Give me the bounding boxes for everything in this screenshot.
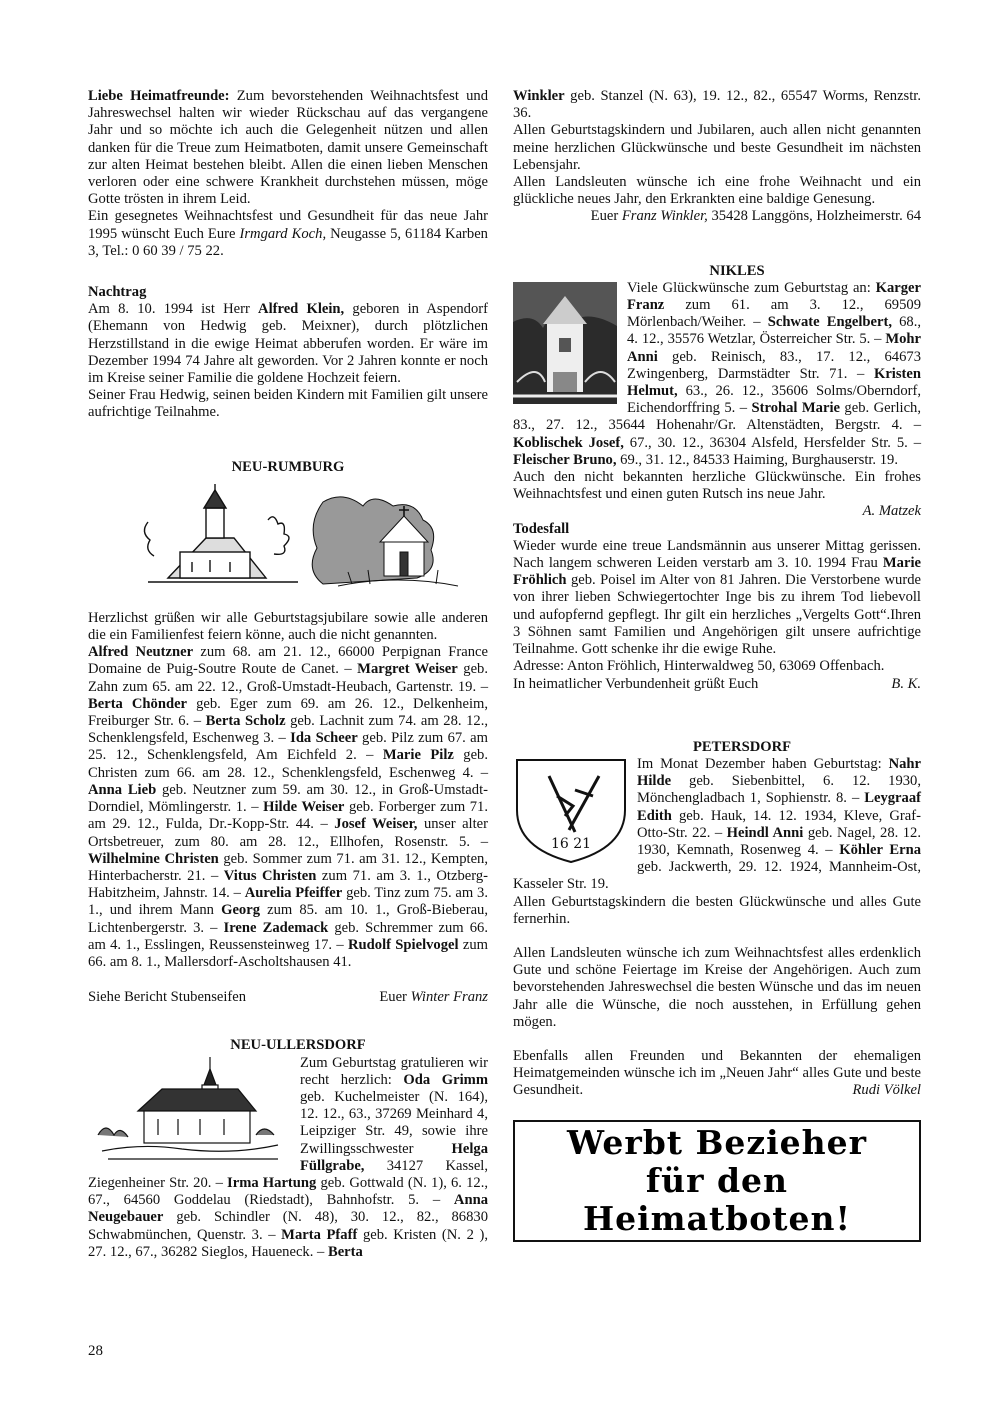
continuation-text: geb. Stanzel (N. 63), 19. 12., 82., 65547 Worms, Renzstr. 36. (513, 88, 921, 122)
greeting-address: Neugasse 5, 61184 Karben 3, Tel.: 0 60 39 / 75 22. (88, 225, 488, 259)
birthday-details: geb. Gerlich, 83., 27. 12., 35644 Hohenahr/Gr. Altenstädten, Bergstr. 4. – (513, 400, 921, 434)
birthday-details: geb. Eger zum 69. am 26. 12., Delkenheim, Freiburger Str. 6. – (88, 695, 488, 730)
page-number: 28 (88, 1343, 103, 1359)
petersdorf-closing: Allen Geburtstagskindern die besten Glückwünsche und alles Gute fernerhin. (513, 893, 921, 927)
birthday-name: Fleischer Bruno, (513, 451, 617, 468)
birthday-details: geb. Siebenbittel, 6. 12. 1930, Mönchengladbach 1, Sophienstr. 8. – (637, 773, 921, 807)
birthday-name: Helga Füllgrabe, (300, 1140, 488, 1174)
neu-ullersdorf-church-illustration (88, 1055, 288, 1165)
see-report-note: Siehe Bericht Stubenseifen (88, 989, 247, 1006)
birthday-name: Schwate Engelbert, (767, 314, 892, 331)
nikles-signature: A. Matzek (862, 503, 921, 520)
birthday-details: geb. Zahn zum 65. am 22. 12., Groß-Umstadt-Heubach, Gartenstr. 19. – (88, 661, 488, 695)
todesfall-address: Adresse: Anton Fröhlich, Hinterwaldweg 50, 63069 Offenbach. (513, 658, 885, 675)
birthday-details: geb. Sommer zum 71. am 31. 12., Kempten, Hinterbacherstr. 21. – (88, 850, 488, 884)
birthday-name: Strohal Marie (751, 400, 840, 417)
birthday-name: Marta Pfaff (281, 1226, 358, 1243)
crest-year: 16 21 (550, 835, 592, 852)
todesfall-heading: Todesfall (513, 520, 570, 537)
birthday-name: Oda Grimm (403, 1071, 488, 1088)
neu-ullersdorf-heading: NEU-ULLERSDORF (230, 1037, 366, 1054)
todesfall-footer (513, 676, 921, 693)
birthday-name: Irma Hartung (227, 1174, 317, 1191)
birthday-name: Berta Chönder (88, 695, 188, 712)
birthday-details: geb. Kristen (N. 2 ), 27. 12., 67., 36282 Sieglos, Haueneck. – (88, 1226, 489, 1260)
birthday-name: Alfred Neutzner (88, 644, 194, 661)
birthday-details: 69., 31. 12., 84533 Haiming, Burghauserstr. 19. (616, 451, 898, 468)
birthday-details: geb. Schremmer zum 66. am 4. 1., Esslingen, Reussensteinweg 17. – (88, 919, 488, 953)
petersdorf-intro: Im Monat Dezember haben Geburtstag: (637, 755, 889, 772)
ad-line-2: für den (645, 1160, 789, 1200)
continuation-name: Winkler (513, 88, 565, 104)
nachtrag-condolence: Seiner Frau Hedwig, seinen beiden Kindern mit Familien gilt unsere aufrichtige Teilnahme. (88, 387, 488, 421)
birthday-details: zum 71. am 3. 1., Otzberg-Habitzheim, Jahnstr. 14. – (88, 867, 488, 902)
birthday-details: geb. Reinisch, 83., 17. 12., 64673 Zwingenberg, Darmstädter Str. 71. – (627, 348, 921, 382)
nikles-closing: Auch den nicht bekannten herzliche Glückwünsche. Ein frohes Weihnachtsfest und einen guten Rutsch ins neue Jahr. (513, 469, 921, 503)
neu-rumburg-birthday-list (88, 644, 488, 971)
todesfall-text-2: geb. Poisel im Alter von 81 Jahren. Die Verstorbene wurde von ihrer lieben Schwiegertochter Inge bis zu ihrem Tod liebevoll und aufopfernd gepflegt. Ihr gilt ein herzliches „Vergelts Gott“.Ihren 3 Söhnen samt Familien und Angehörigen gilt unsere aufrichtige Teilnahme. Gott schenke ihr die ewige Ruhe. (513, 572, 921, 658)
nikles-heading: NIKLES (709, 262, 765, 279)
neu-ullersdorf-section (88, 1055, 488, 1261)
signature-prefix: Euer (379, 989, 411, 1006)
subscriber-ad-box (513, 1120, 921, 1242)
birthday-details: geb. Forberger zum 71. am 29. 12., Fulda, Dr.-Kopp-Str. 44. – (88, 799, 488, 833)
neu-rumburg-intro: Herzlichst grüßen wir alle Geburtstagsjubilare sowie alle anderen die ein Familienfest feiern könne, auch die nicht genannten. (88, 609, 488, 644)
birthday-details: geb. Hauk, 14. 12. 1934, Kleve, Graf-Otto-Str. 22. – (637, 807, 921, 841)
nikles-intro: Viele Glückwünsche zum Geburtstag an: (627, 279, 876, 296)
birthday-details: zum 68. am 21. 12., 66000 Perpignan France Domaine de Puig-Soutre Route de Canet. – (88, 644, 489, 678)
ad-line-3: Heimatboten! (582, 1198, 852, 1238)
birthday-name: Hilde Weiser (263, 799, 345, 816)
holiday-friends-text: Ebenfalls allen Freunden und Bekannten der ehemaligen Heimatgemeinden wünsche ich im „Neuen Jahr“ alles Gute und beste Gesundheit. (513, 1047, 921, 1099)
birthday-name: Berta Scholz (205, 713, 286, 730)
greeting-author: Irmgard Koch, (239, 225, 327, 242)
neu-ullersdorf-intro: Zum Geburtstag gratulieren wir recht herzlich: (300, 1054, 488, 1088)
sig-name: Franz Winkler, (621, 208, 708, 225)
neu-rumburg-footer (88, 989, 488, 1006)
sig-address: 35428 Langgöns, Holzheimerstr. 64 (707, 208, 921, 225)
greeting-wish-text: Ein gesegnetes Weihnachtsfest und Gesundheit für das neue Jahr 1995 wünscht Euch Eure (88, 208, 488, 242)
birthday-details: unser alter Ortsbetreuer, zum 80. am 28. 12., Ellhofen, Rosenstr. 5. – (88, 816, 488, 850)
nikles-church-photo (513, 282, 617, 404)
birthday-name: Mohr Anni (627, 331, 921, 365)
birthday-name: Leygraaf Edith (637, 790, 921, 824)
left-column (88, 88, 488, 1261)
todesfall-text: Wieder wurde eine treue Landsmännin aus unserer Mittag gerissen. Nach langem schweren Leiden verstarb am 3. 10. 1994 Frau (513, 537, 921, 572)
birthday-name: Anna Lieb (88, 781, 157, 798)
birthday-name: Anna Neugebauer (88, 1192, 488, 1226)
birthday-name: Irene Zademack (223, 919, 329, 936)
right-column (513, 88, 921, 1242)
continuation-paragraph (513, 88, 921, 122)
todesfall-greeting: In heimatlicher Verbundenheit grüßt Euch (513, 675, 759, 692)
nachtrag-name: Alfred Klein, (258, 301, 345, 318)
birthday-details: geb. Neutzner zum 59. am 30. 12., in Groß-Umstadt-Dorndiel, Mömlingerstr. 1. – (88, 781, 488, 816)
todesfall-signature: B. K. (891, 675, 921, 692)
birthday-name: Karger Franz (627, 279, 921, 314)
nachtrag-paragraph (88, 301, 488, 387)
nachtrag-heading: Nachtrag (88, 284, 147, 301)
birthday-details: geb. Kuchelmeister (N. 164), 12. 12., 63., 37269 Meinhard 4, Leipziger Str. 49, sowie ihre Zwillingsschwester (300, 1088, 488, 1157)
signature-name: Winter Franz (410, 989, 488, 1006)
birthday-name: Koblischek Josef, (513, 434, 624, 451)
holiday-signature: Rudi Völkel (852, 1082, 921, 1099)
birthday-details: geb. Schindler (N. 48), 30. 12., 82., 86830 Schwabmünchen, Quenstr. 3. – (88, 1209, 488, 1243)
birthday-name: Köhler Erna (839, 841, 921, 858)
greeting-wish (88, 208, 488, 260)
holiday-friends (513, 1048, 921, 1100)
nikles-section (513, 280, 921, 469)
birthday-name: Ida Scheer (290, 730, 358, 747)
continuation-wishes: Allen Geburtstagskindern und Jubilaren, auch allen nicht genannten meine herzlichen Glückwünsche und beste Gesundheit im nächsten Lebensjahr. (513, 122, 921, 173)
birthday-details: 34127 Kassel, Ziegenheiner Str. 20. – (88, 1157, 488, 1191)
birthday-details: geb. Pilz zum 67. am 25. 12., Schenklengsfeld, Am Eichfeld 2. – (88, 730, 488, 764)
birthday-details: 68., 4. 12., 35576 Wetzlar, Österreicher Str. 5. – (627, 314, 921, 348)
birthday-details: zum 66. am 8. 1., Mallersdorf-Ascholtshausen 41. (88, 936, 488, 970)
holiday-wishes: Allen Landsleuten wünsche ich zum Weihnachtsfest alles erdenklich Gute und schöne Feiertage im Kreise der Angehörigen. Auch zum bevorstehenden Jahreswechsel die besten Wünsche und das im neuen Jahr alle die Wünsche, die noch ausstehen, in Erfüllung gehen mögen. (513, 944, 921, 1030)
todesfall-paragraph (513, 538, 921, 658)
birthday-name: Margret Weiser (357, 661, 458, 678)
greeting-lead: Liebe Heimatfreunde: (88, 88, 230, 104)
continuation-holiday: Allen Landsleuten wünsche ich eine frohe Weihnacht und ein glückliche neues Jahr, den Erkrankten eine baldige Genesung. (513, 174, 921, 208)
birthday-name: Berta (327, 1243, 363, 1260)
nachtrag-text-2: geboren in Aspendorf (Ehemann von Hedwig geb. Meixner), durch plötzlichen Herzstillstand in die ewige Heimat abberufen worden. Er wäre im Dezember 1994 74 Jahre alt geworden. Vor 2 Jahren konnte er noch im Kreise seiner Familie die goldene Hochzeit feiern. (88, 301, 488, 387)
birthday-details: 67., 30. 12., 36304 Alsfeld, Hersfelder Str. 5. – (623, 434, 921, 451)
birthday-name: Georg (221, 902, 260, 919)
birthday-name: Josef Weiser, (334, 816, 418, 833)
birthday-details: geb. Christen zum 66. am 28. 12., Schenklengsfeld, Eschenweg 4. – (88, 747, 488, 781)
birthday-name: Nahr Hilde (637, 755, 921, 790)
birthday-name: Vitus Christen (223, 867, 317, 884)
neu-rumburg-signature (379, 989, 488, 1006)
birthday-details: zum 85. am 10. 1., Groß-Bieberau, Lichtenbergerstr. 3. – (88, 902, 488, 936)
petersdorf-section (513, 756, 921, 894)
birthday-name: Aurelia Pfeiffer (244, 885, 343, 902)
neu-rumburg-church-illustration (88, 482, 488, 594)
nachtrag-text: Am 8. 10. 1994 ist Herr (88, 301, 259, 318)
petersdorf-coat-of-arms (513, 756, 629, 866)
ad-line-1: Werbt Bezieher (566, 1122, 868, 1162)
birthday-name: Rudolf Spielvogel (348, 936, 459, 953)
birthday-details: 63., 26. 12., 35606 Solms/Oberndorf, Eichendorffring 5. – (627, 383, 921, 417)
birthday-details: geb. Nagel, 28. 12. 1930, Kemnath, Rosenweg 4. – (637, 824, 921, 858)
petersdorf-heading: PETERSDORF (692, 738, 792, 755)
birthday-name: Marie Pilz (382, 747, 454, 764)
greeting-text: Zum bevorstehenden Weihnachtsfest und Jahreswechsel halten wir wieder Rückschau auf das vergangene Jahr und so möchte ich auch die Gelegenheit nützen und allen danken für die Treue zum Heimatboten, damit unsere Gemeinschaft zur alten Heimat bestehen bleibt. Allen die einen lieben Menschen verloren oder eine schwere Krankheit durchstehen müssen, möge Gotte trösten in ihrem Leid. (88, 88, 488, 208)
birthday-details: zum 61. am 3. 12., 69509 Mörlenbach/Weiher. – (627, 297, 921, 331)
neu-rumburg-heading: NEU-RUMBURG (231, 458, 345, 475)
birthday-name: Wilhelmine Christen (88, 850, 219, 867)
greeting-paragraph (88, 88, 488, 208)
sig-prefix: Euer (590, 208, 622, 225)
birthday-name: Kristen Helmut, (627, 365, 921, 400)
todesfall-name: Marie Fröhlich (513, 555, 921, 589)
birthday-details: geb. Jackwerth, 29. 12. 1924, Mannheim-Ost, Kasseler Str. 19. (513, 859, 921, 893)
birthday-details: geb. Lachnit zum 74. am 28. 12., Schenklengsfeld, Eschenweg 3. – (88, 713, 488, 747)
birthday-name: Heindl Anni (726, 824, 804, 841)
birthday-details: geb. Tinz zum 75. am 3. 1., und ihrem Mann (88, 885, 488, 919)
continuation-signature (513, 208, 921, 225)
birthday-details: geb. Gottwald (N. 1), 6. 12., 67., 64560 Goddelau (Riedstadt), Bahnhofstr. 5. – (88, 1174, 488, 1209)
